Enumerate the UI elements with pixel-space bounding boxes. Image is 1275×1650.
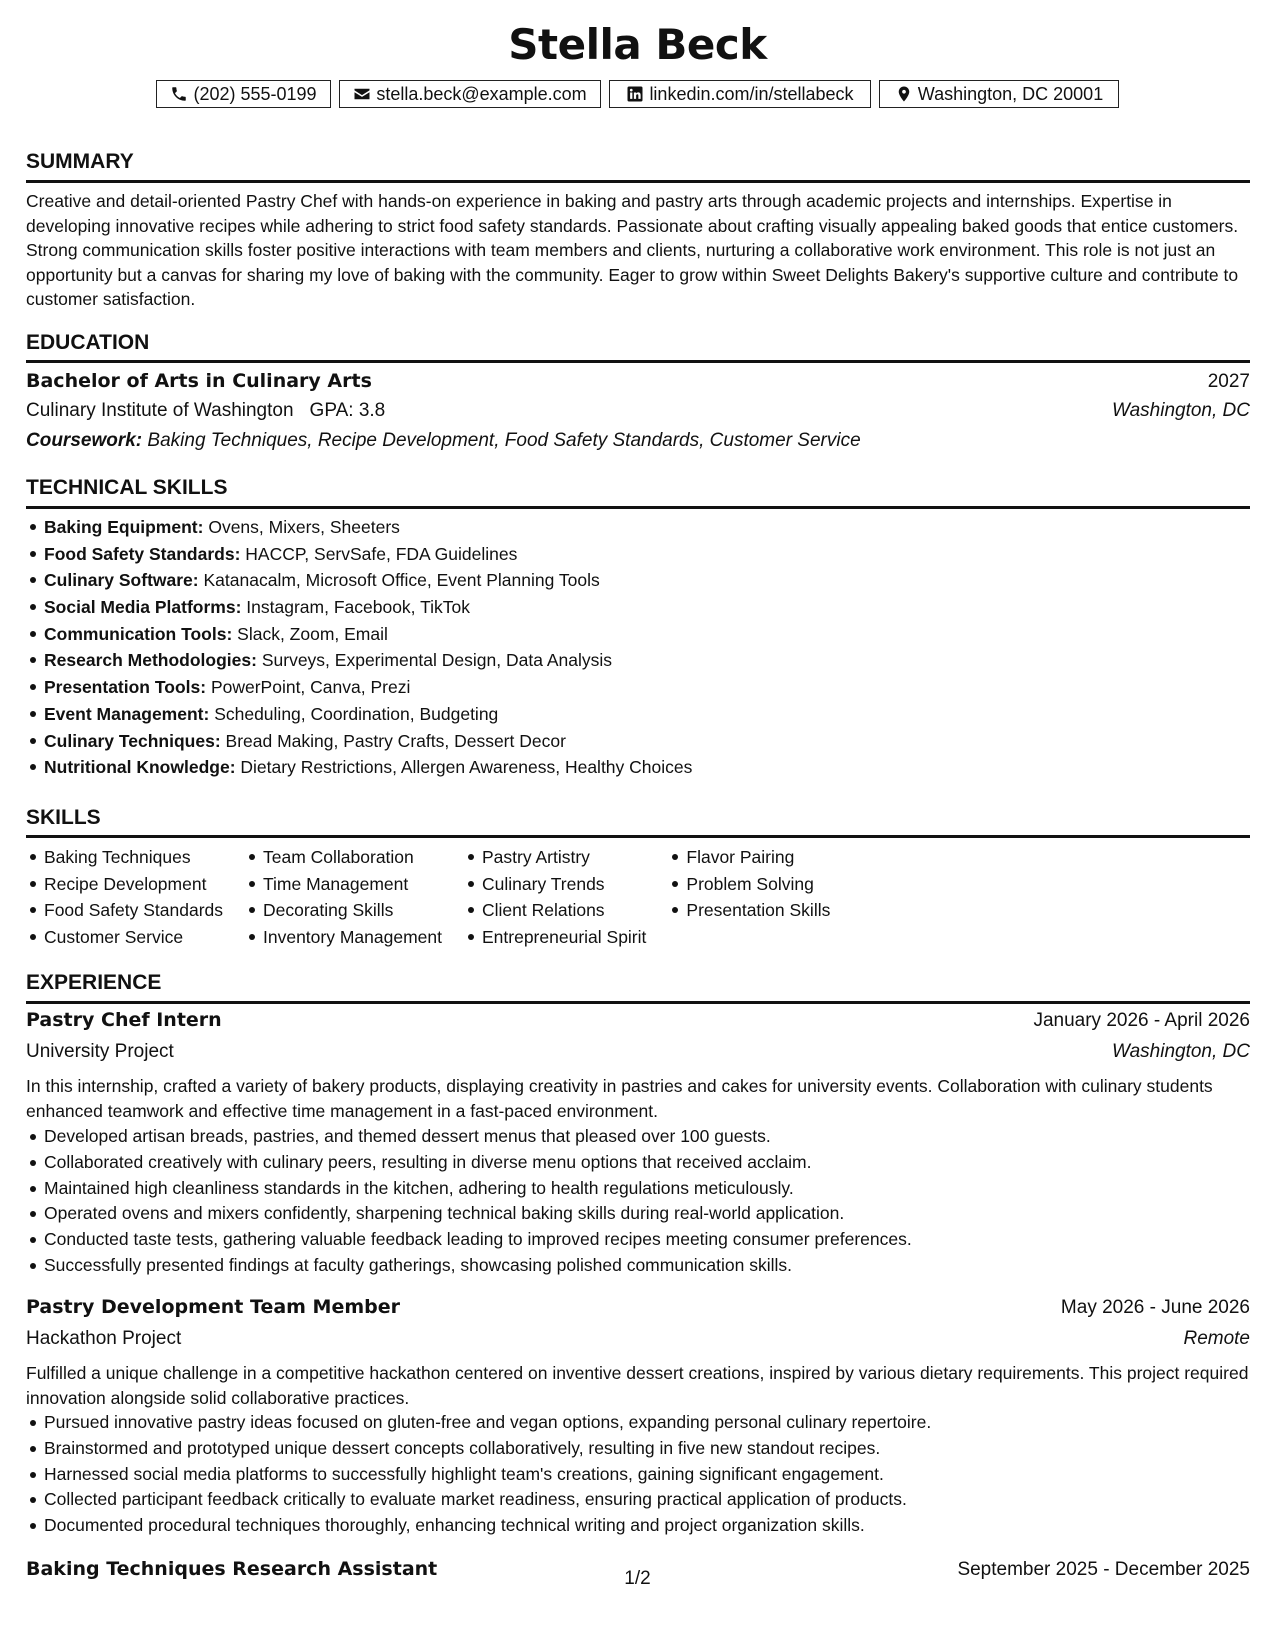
job-bullet: Brainstormed and prototyped unique dessert concepts collaboratively, resulting in five new standout recipes. [26,1436,1250,1462]
job-location: Remote [1183,1328,1250,1349]
location-text: Washington, DC 20001 [917,83,1104,104]
tech-skill-label: Social Media Platforms: [44,597,242,618]
job-description: In this internship, crafted a variety of bakery products, displaying creativity in pastries and cakes for university events. Collaboration with culinary students enhanced teamwork and effective time management in a fast-paced environment. [26,1076,1213,1121]
tech-skill-value: Dietary Restrictions, Allergen Awareness, Healthy Choices [240,757,693,778]
email-chip[interactable] [339,80,601,108]
job-title: Pastry Development Team Member [26,1296,401,1318]
education-school-row [26,400,1250,422]
skills-divider [26,835,1250,838]
envelope-icon [353,85,371,103]
email-text: stella.beck@example.com [376,83,587,104]
phone-chip[interactable] [156,80,331,108]
tech-skill-item [26,621,1250,648]
job-dates: May 2026 - June 2026 [1060,1297,1250,1318]
school-location: Washington, DC [1112,400,1250,421]
school-line [26,400,385,422]
tech-skill-item [26,754,1250,781]
job-org-row [26,1328,1250,1350]
job-bullet: Collaborated creatively with culinary peers, resulting in diverse menu options that received acclaim. [26,1150,1250,1176]
job-description: Fulfilled a unique challenge in a competitive hackathon centered on inventive dessert creations, inspired by various dietary requirements. This project required innovation alongside solid collaborative practices. [26,1363,1249,1408]
skill-item: Entrepreneurial Spirit [464,924,646,951]
job-bullet: Documented procedural techniques thoroughly, enhancing technical writing and project organization skills. [26,1513,1250,1539]
job-title: Baking Techniques Research Assistant [26,1558,438,1580]
tech-skill-item [26,674,1250,701]
coursework-label: Coursework: [26,430,143,451]
phone-text: (202) 555-0199 [193,83,317,104]
education-degree-row [26,370,1250,393]
summary-text: Creative and detail-oriented Pastry Chef with hands-on experience in baking and pastry arts through academic projects and internships. Expertise in developing innovative recipes while adhering to strict food safety standards. Passionate about crafting visually appealing baked goods that entice customers. Strong communication skills foster positive interactions with team members and clients, nurturing a collaborative work environment. This role is not just an opportunity but a canvas for sharing my love of baking with the community. Eager to grow within Sweet Delights Bakery's supportive culture and contribute to customer satisfaction. [26,191,1239,309]
tech-skill-value: PowerPoint, Canva, Prezi [210,677,411,698]
job-org: University Project [26,1041,174,1062]
job-header-row [26,1296,1250,1319]
tech-skill-value: HACCP, ServSafe, FDA Guidelines [245,543,518,564]
skill-item: Food Safety Standards [26,897,223,924]
job-org: Hackathon Project [26,1328,182,1349]
skills-heading: SKILLS [26,806,101,829]
skill-item: Team Collaboration [245,844,442,871]
linkedin-text: linkedin.com/in/stellabeck [649,83,854,104]
page-number: 1/2 [624,1568,651,1589]
skills-grid [26,844,852,951]
gpa: GPA: 3.8 [309,400,386,421]
skill-item: Time Management [245,871,442,898]
skills-column [26,844,223,951]
skill-item: Presentation Skills [668,897,830,924]
coursework-line [26,430,861,452]
experience-heading: EXPERIENCE [26,971,162,994]
tech-skill-value: Instagram, Facebook, TikTok [246,597,471,618]
tech-skill-label: Nutritional Knowledge: [44,757,236,778]
tech-skill-item [26,594,1250,621]
skill-item: Pastry Artistry [464,844,646,871]
job-bullet: Pursued innovative pastry ideas focused on gluten-free and vegan options, expanding personal culinary repertoire. [26,1410,1250,1436]
skills-column [464,844,646,951]
tech-skill-label: Presentation Tools: [44,677,207,698]
skills-column [668,844,830,951]
tech-skill-value: Scheduling, Coordination, Budgeting [214,703,499,724]
tech-skill-label: Food Safety Standards: [44,543,241,564]
job-header-row [26,1009,1250,1032]
technical-skills-list [26,514,1250,781]
job-bullet: Maintained high cleanliness standards in the kitchen, adhering to health regulations meticulously. [26,1176,1250,1202]
skill-item: Culinary Trends [464,871,646,898]
degree-title: Bachelor of Arts in Culinary Arts [26,370,372,392]
school-name: Culinary Institute of Washington [26,400,294,421]
map-pin-icon [895,85,913,103]
tech-skill-item [26,567,1250,594]
tech-skill-label: Culinary Software: [44,570,199,591]
summary-heading: SUMMARY [26,150,134,173]
tech-skill-label: Event Management: [44,703,210,724]
linkedin-icon [626,85,644,103]
tech-skill-label: Culinary Techniques: [44,730,221,751]
tech-skill-label: Communication Tools: [44,623,233,644]
tech-skill-item [26,701,1250,728]
job-bullet: Operated ovens and mixers confidently, sharpening technical baking skills during real-world application. [26,1201,1250,1227]
job-org-row [26,1041,1250,1063]
job-location: Washington, DC [1112,1041,1250,1062]
summary-divider [26,180,1250,183]
job-bullet: Collected participant feedback critically to evaluate market readiness, ensuring practical application of products. [26,1487,1250,1513]
linkedin-chip[interactable] [609,80,871,108]
job-dates: January 2026 - April 2026 [1033,1010,1250,1031]
tech-skill-value: Ovens, Mixers, Sheeters [208,517,400,537]
job-bullet: Developed artisan breads, pastries, and themed dessert menus that pleased over 100 guests. [26,1124,1250,1150]
graduation-year: 2027 [1207,371,1250,392]
candidate-name: Stella Beck [508,20,767,69]
job-bullet: Successfully presented findings at faculty gatherings, showcasing polished communication skills. [26,1253,1250,1279]
tech-skill-item [26,647,1250,674]
phone-icon [170,85,188,103]
skills-column [245,844,442,951]
skill-item: Problem Solving [668,871,830,898]
tech-skill-value: Slack, Zoom, Email [237,623,388,644]
tech-skill-value: Surveys, Experimental Design, Data Analysis [261,650,612,671]
technical-skills-heading: TECHNICAL SKILLS [26,476,228,499]
job-bullet: Harnessed social media platforms to successfully highlight team's creations, gaining significant engagement. [26,1462,1250,1488]
location-chip[interactable] [879,80,1119,108]
job-dates: September 2025 - December 2025 [957,1559,1250,1580]
skill-item: Decorating Skills [245,897,442,924]
skill-item: Client Relations [464,897,646,924]
job-bullets [26,1124,1250,1279]
tech-skill-item [26,728,1250,755]
education-heading: EDUCATION [26,331,150,354]
technical-skills-divider [26,506,1250,509]
skill-item: Baking Techniques [26,844,223,871]
contact-bar [0,80,1275,108]
job-bullet: Conducted taste tests, gathering valuable feedback leading to improved recipes meeting consumer preferences. [26,1227,1250,1253]
tech-skill-label: Baking Equipment: [44,517,204,537]
job-bullets [26,1410,1250,1539]
tech-skill-item [26,541,1250,568]
job-title: Pastry Chef Intern [26,1009,222,1031]
experience-divider [26,1001,1250,1004]
coursework-list: Baking Techniques, Recipe Development, Food Safety Standards, Customer Service [147,430,861,451]
skill-item: Recipe Development [26,871,223,898]
skill-item: Inventory Management [245,924,442,951]
tech-skill-item [26,514,1250,541]
tech-skill-label: Research Methodologies: [44,650,257,671]
tech-skill-value: Bread Making, Pastry Crafts, Dessert Decor [225,730,566,751]
tech-skill-value: Katanacalm, Microsoft Office, Event Planning Tools [203,570,600,591]
education-divider [26,360,1250,363]
skill-item: Customer Service [26,924,223,951]
skill-item: Flavor Pairing [668,844,830,871]
